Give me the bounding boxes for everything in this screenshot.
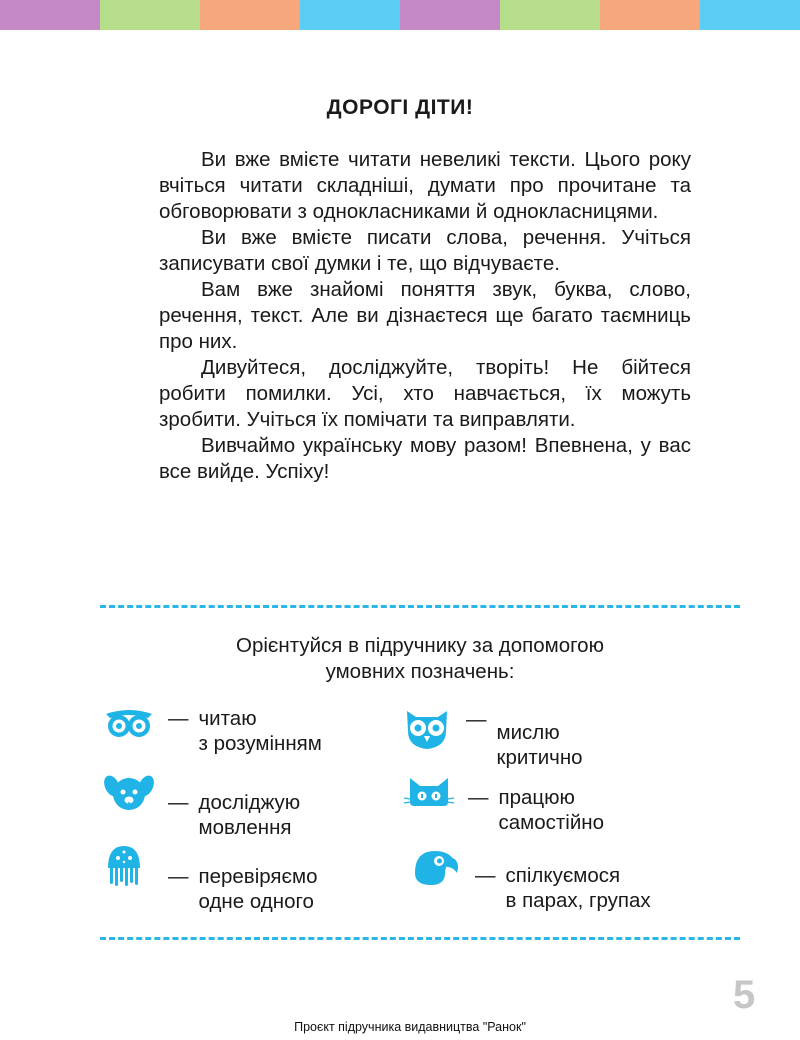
legend-label [199,864,318,914]
stripe-segment [500,0,600,30]
legend-label-line: одне одного [198,890,314,913]
legend-label-line: досліджую [198,791,301,814]
intro-text [159,147,691,485]
stripe-segment [200,0,300,30]
legend-label-line: з розумінням [198,732,322,755]
dog-icon [104,772,154,820]
legend-item-independent [404,772,604,835]
dashed-divider-bottom [100,937,740,940]
stripe-segment [400,0,500,30]
legend-dash: — [466,708,487,731]
legend-title-line: умовних позначень: [325,660,515,683]
page-title: ДОРОГІ ДІТИ! [326,96,474,119]
legend-item-check [104,842,317,914]
page-number: 5 [733,973,756,1017]
jellyfish-icon [104,842,154,890]
legend-dash: — [168,707,189,730]
legend-dash: — [168,791,189,814]
legend-label [497,720,583,770]
legend-label-line: в парах, групах [505,889,651,912]
legend-title [0,633,800,685]
parrot-icon [411,843,461,891]
legend-label [199,706,322,756]
legend-label [499,785,605,835]
legend-dash: — [168,865,189,888]
legend-item-read [104,706,322,756]
paragraph: Дивуйтеся, досліджуйте, творіть! Не бійтеся робити помилки. Усі, хто навчається, їх можуть зробити. Учіться їх помічати та виправляти. [159,356,691,431]
legend-item-communicate [411,843,651,913]
legend-label-line: самостійно [498,811,605,834]
stripe-segment [700,0,800,30]
legend-label-line: працюю [498,786,575,809]
stripe-segment [0,0,100,30]
footer-note: Проєкт підручника видавництва "Ранок" [294,1020,526,1034]
stripe-segment [100,0,200,30]
legend-dash: — [468,786,489,809]
legend-label-line: перевіряємо [198,865,318,888]
paragraph: Вивчаймо українську мову разом! Впевнена, у вас все вийде. Успіху! [159,434,691,483]
legend-dash: — [475,864,496,887]
owl-icon [402,707,452,755]
legend-label-line: читаю [198,707,257,730]
dashed-divider-top [100,605,740,608]
legend-label [199,790,301,840]
stripe-segment [600,0,700,30]
legend-item-research [104,772,300,840]
legend-title-line: Орієнтуйся в підручнику за допомогою [236,634,604,657]
paragraph: Вам вже знайомі поняття звук, буква, слово, речення, текст. Але ви дізнаєтеся ще багато таємниць про них. [159,278,691,353]
color-stripe-bar [0,0,800,30]
cat-icon [404,772,454,820]
legend-label-line: мислю [496,721,560,744]
glasses-eyes-icon [104,706,154,754]
legend-label-line: спілкуємося [505,864,621,887]
legend-label [506,863,651,913]
legend-label-line: мовлення [198,816,292,839]
legend-label-line: критично [496,746,583,769]
paragraph: Ви вже вмієте писати слова, речення. Учіться записувати свої думки і те, що відчуваєте. [159,226,691,275]
stripe-segment [300,0,400,30]
paragraph: Ви вже вмієте читати невеликі тексти. Цього року вчіться читати складніші, думати про прочитане та обговорювати з однокласниками й однокласницями. [159,148,691,223]
legend-item-think [402,707,583,770]
